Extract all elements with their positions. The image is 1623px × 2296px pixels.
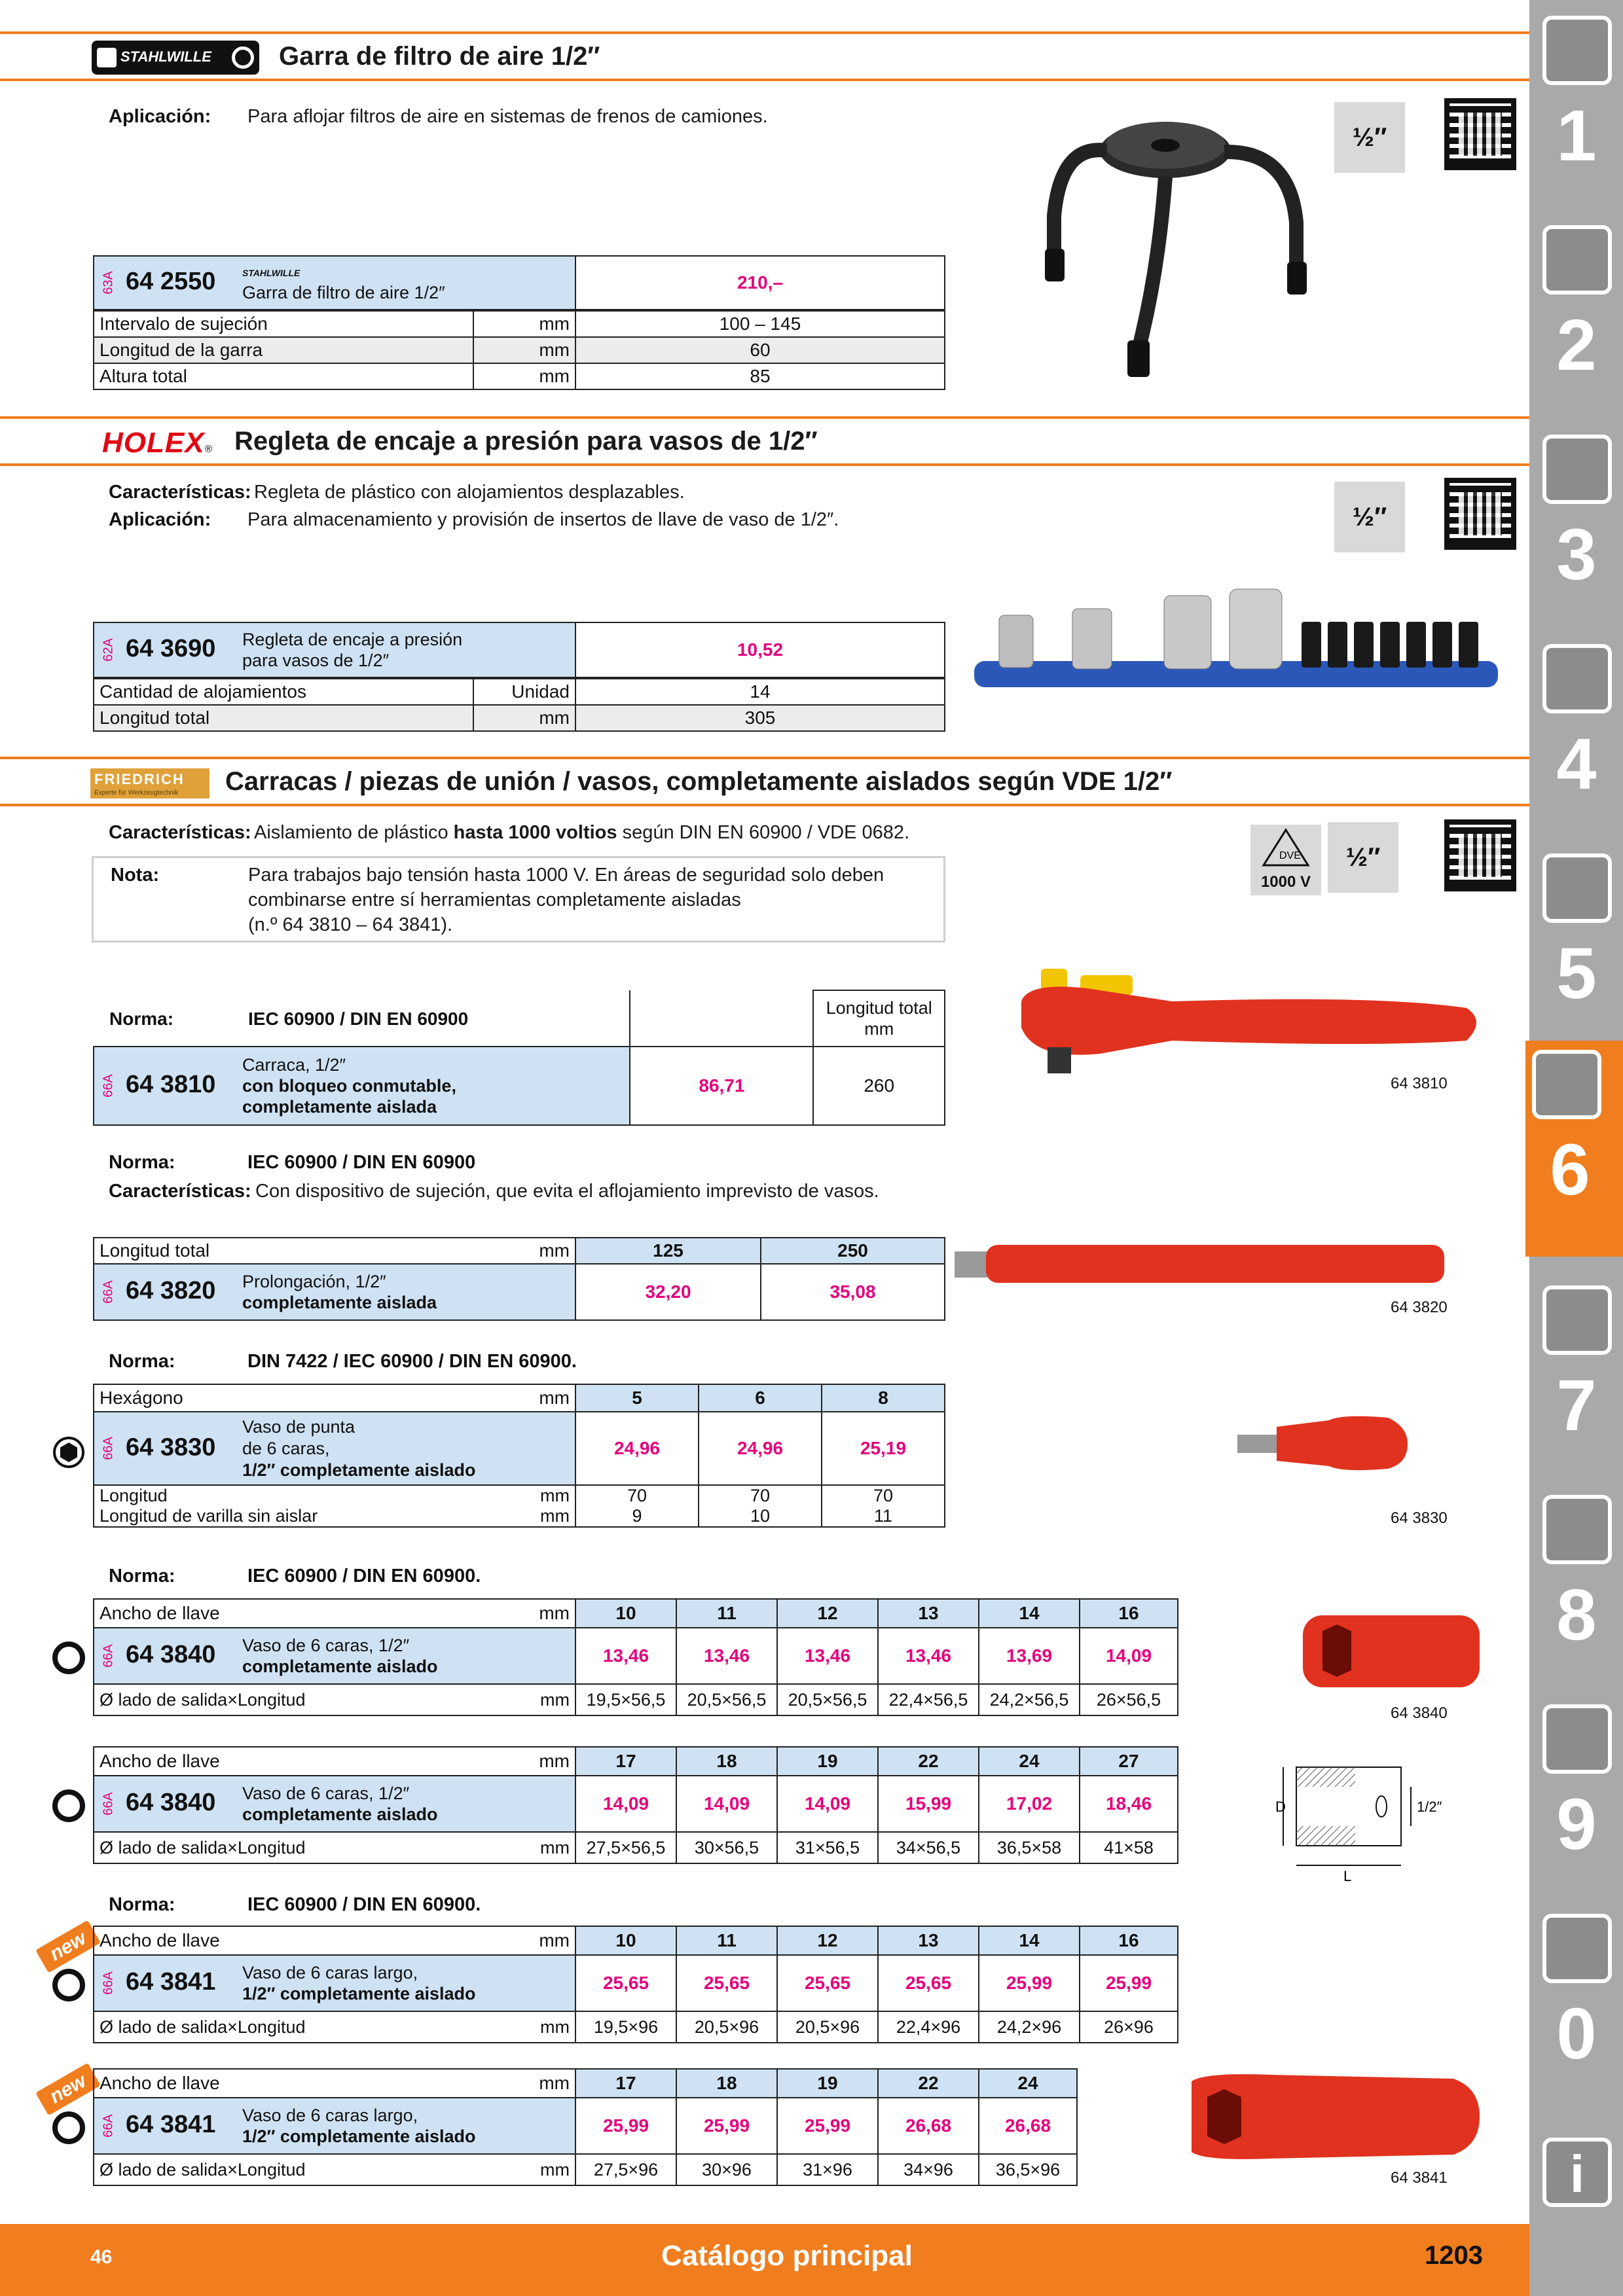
extension-bar-image [949,1230,1493,1296]
friedrich-logo: FRIEDRICH Experte für Werkzeugtechnik [90,768,210,798]
image-caption: 64 3810 [1391,1075,1448,1092]
section-title: Regleta de encaje a presión para vasos de 1/2″ [234,427,818,456]
product-table-643830: Hexágono mm 5 6 8 66A 64 3830 Vaso de punta de 6 caras, 1/2″ completamente aislado 24,96 24,96 25,19 Longitud mm 70 70 70 Longitud de varilla sin aislar mm 9 10 11 [93,1384,945,1528]
col-header-length: Longitud total mm [813,990,945,1047]
section-header-vde-ratchets [0,757,1529,806]
long-socket-image [1178,2068,1493,2166]
air-filter-wrench-image [1008,105,1322,399]
footer-title: Catálogo principal [661,2240,913,2272]
image-caption: 64 3820 [1391,1299,1448,1316]
size-tag-half-inch: ½″ [1334,482,1405,552]
article-number: 64 3690 [126,635,216,663]
wrench-screwdriver-icon [1532,1050,1601,1119]
socket-symbol-icon [52,1641,85,1674]
article-number: 64 3841 [126,2111,216,2139]
tool-cabinet-icon [1542,1704,1612,1774]
chapter-tab-2[interactable]: 2 [1536,216,1617,412]
size-tag-half-inch: ½″ [1334,102,1405,173]
drill-icon [1542,16,1612,85]
chapter-tab-info[interactable] [1536,2114,1617,2212]
chapter-tab-6[interactable]: 6 [1525,1041,1623,1257]
svg-text:DVE: DVE [1279,850,1301,861]
article-number: 64 3841 [126,1968,216,1996]
caracteristicas-label: Características: [109,822,251,843]
measuring-tool-icon [1542,1495,1612,1564]
note-box: Nota: Para trabajos bajo tensión hasta 1000 V. En áreas de seguridad solo deben combinarse entre sí herramientas completamente aisladas (n.º 64 3810 – 64 3841). [92,856,945,942]
image-caption: 64 3841 [1391,2169,1448,2187]
footer-page-left: 46 [90,2246,113,2268]
socket-symbol-icon [52,2111,85,2144]
image-caption: 64 3830 [1391,1509,1448,1527]
qr-code-icon[interactable] [1444,98,1516,170]
article-number: 64 3810 [126,1071,216,1099]
aplicacion-label: Aplicación: [109,106,211,127]
section-header-air-filter-wrench [0,31,1529,81]
product-table-643841-a: Ancho de llave mm 10 11 12 13 14 16 66A 64 3841 Vaso de 6 caras largo, 1/2″ completamente aislado 25,65 25,65 25,65 25,65 25,99 25,99 Ø lado de salida×Longitud mm 19,5×96 20,5×96 20,5×96 22,4×96 24,2×96 26×96 [93,1926,1178,2043]
product-table-643690: 62A 64 3690 Regleta de encaje a presión para vasos de 1/2″ 10,52 [93,622,945,678]
caracteristicas-label: Características: [109,482,251,503]
article-number: 64 3830 [126,1433,216,1462]
socket-dimension-drawing [1264,1754,1473,1885]
qr-code-icon[interactable] [1444,819,1516,891]
section-header-socket-rail [0,416,1529,466]
chapter-tab-3[interactable]: 3 [1536,425,1617,622]
socket-symbol-icon [52,1789,85,1822]
hex-bit-socket-image [1231,1401,1480,1486]
new-badge: new [35,1920,101,1973]
caracteristicas-text: Aislamiento de plástico hasta 1000 voltios según DIN EN 60900 / VDE 0682. [254,822,910,843]
aplicacion-text: Para aflojar filtros de aire en sistemas de frenos de camiones. [247,106,768,127]
dim-drive-label: 1/2″ [1417,1799,1442,1815]
socket-symbol-icon [52,1969,85,2001]
price-cell: 210,– [575,256,945,310]
clamp-icon [1542,644,1612,713]
section-title: Garra de filtro de aire 1/2″ [279,42,600,71]
caracteristicas-text: Regleta de plástico con alojamientos desplazables. [254,482,685,503]
holex-logo: HOLEX® [102,427,213,459]
pliers-hammer-icon [1542,1285,1612,1355]
saw-blade-icon [1542,853,1612,923]
socket-rail-image [968,576,1504,707]
new-badge: new [35,2063,101,2116]
spec-table-642550: Intervalo de sujeción mm 100 – 145 Longitud de la garra mm 60 Altura total mm 85 [93,310,945,390]
chapter-tab-0[interactable]: 0 [1536,1905,1617,2101]
aplicacion-label: Aplicación: [109,509,211,530]
size-tag-half-inch: ½″ [1328,822,1398,893]
product-table-643840-a: Ancho de llave mm 10 11 12 13 14 16 66A 64 3840 Vaso de 6 caras, 1/2″ completamente aislado 13,46 13,46 13,46 13,46 13,69 14,09 Ø lado de salida×Longitud mm 19,5×56,5 20,5×56,5 20,5×56,5 22,4×56,5 24,2×56,5 26×56,5 [93,1598,1178,1716]
article-number: 64 3820 [126,1277,216,1305]
article-description: Garra de filtro de aire 1/2″ [242,283,445,302]
dim-d-label: D [1275,1799,1286,1815]
stahlwille-logo: STAHLWILLE [92,41,259,75]
chapter-tab-4[interactable]: 4 [1536,635,1617,831]
chapter-tab-5[interactable]: 5 [1536,844,1617,1041]
article-number: 64 3840 [126,1641,216,1669]
spec-table-643690: Cantidad de alojamientos Unidad 14 Longitud total mm 305 [93,678,945,732]
product-table-643820: Longitud total mm 125 250 66A 64 3820 Prolongación, 1/2″ completamente aislada 32,20 35,08 [93,1237,945,1321]
insert-icon [1542,225,1612,295]
safety-glasses-icon [1542,1914,1612,1983]
product-table-642550 [93,255,945,310]
image-caption: 64 3840 [1391,1704,1448,1722]
info-icon: i [1542,2138,1612,2207]
product-table-643840-b: Ancho de llave mm 17 18 19 22 24 27 66A 64 3840 Vaso de 6 caras, 1/2″ completamente aislado 14,09 14,09 14,09 15,99 17,02 18,46 Ø lado de salida×Longitud mm 27,5×56,5 30×56,5 31×56,5 34×56,5 36,5×58 41×58 [93,1746,1178,1864]
price-cell: 86,71 [630,1047,813,1125]
product-table-643841-b: Ancho de llave mm 17 18 19 22 24 66A 64 3841 Vaso de 6 caras largo, 1/2″ completamente aislado 25,99 25,99 25,99 26,68 26,68 Ø lado de salida×Longitud mm 27,5×96 30×96 31×96 34×96 36,5×96 [93,2068,1078,2186]
section-title: Carracas / piezas de unión / vasos, completamente aislados según VDE 1/2″ [225,767,1173,796]
page-footer [0,2224,1529,2296]
article-description-2: para vasos de 1/2″ [242,651,390,670]
price-cell: 10,52 [575,622,945,677]
article-number: 64 2550 [126,268,216,296]
ratchet-image [1008,949,1493,1093]
thread-tool-icon [1542,435,1612,504]
chapter-tab-7[interactable]: 7 [1536,1276,1617,1473]
vde-1000v-icon: DVE 1000 V [1250,825,1321,895]
socket-image [1296,1605,1493,1696]
chapter-tab-1[interactable]: 1 [1536,7,1617,203]
article-description-1: Regleta de encaje a presión [242,630,463,649]
dim-l-label: L [1343,1868,1352,1884]
aplicacion-text: Para almacenamiento y provisión de insertos de llave de vaso de 1/2″. [247,509,839,530]
article-number: 64 3840 [126,1789,216,1817]
chapter-tab-9[interactable]: 9 [1536,1695,1617,1892]
length-cell: 260 [813,1047,945,1125]
qr-code-icon[interactable] [1444,478,1516,550]
hex-socket-symbol-icon [52,1436,85,1469]
footer-page-number: 1203 [1425,2241,1483,2270]
product-table-643810: Norma: IEC 60900 / DIN EN 60900 Longitud total mm 66A 64 3810 Carraca, 1/2″ con bloqueo conmutable, completamente aislada 86,71 260 [93,990,945,1126]
brand-small: STAHLWILLE [242,268,301,278]
chapter-tab-8[interactable]: 8 [1536,1486,1617,1682]
article-cell: 63A 64 2550 STAHLWILLE Garra de filtro de aire 1/2″ [94,256,575,310]
